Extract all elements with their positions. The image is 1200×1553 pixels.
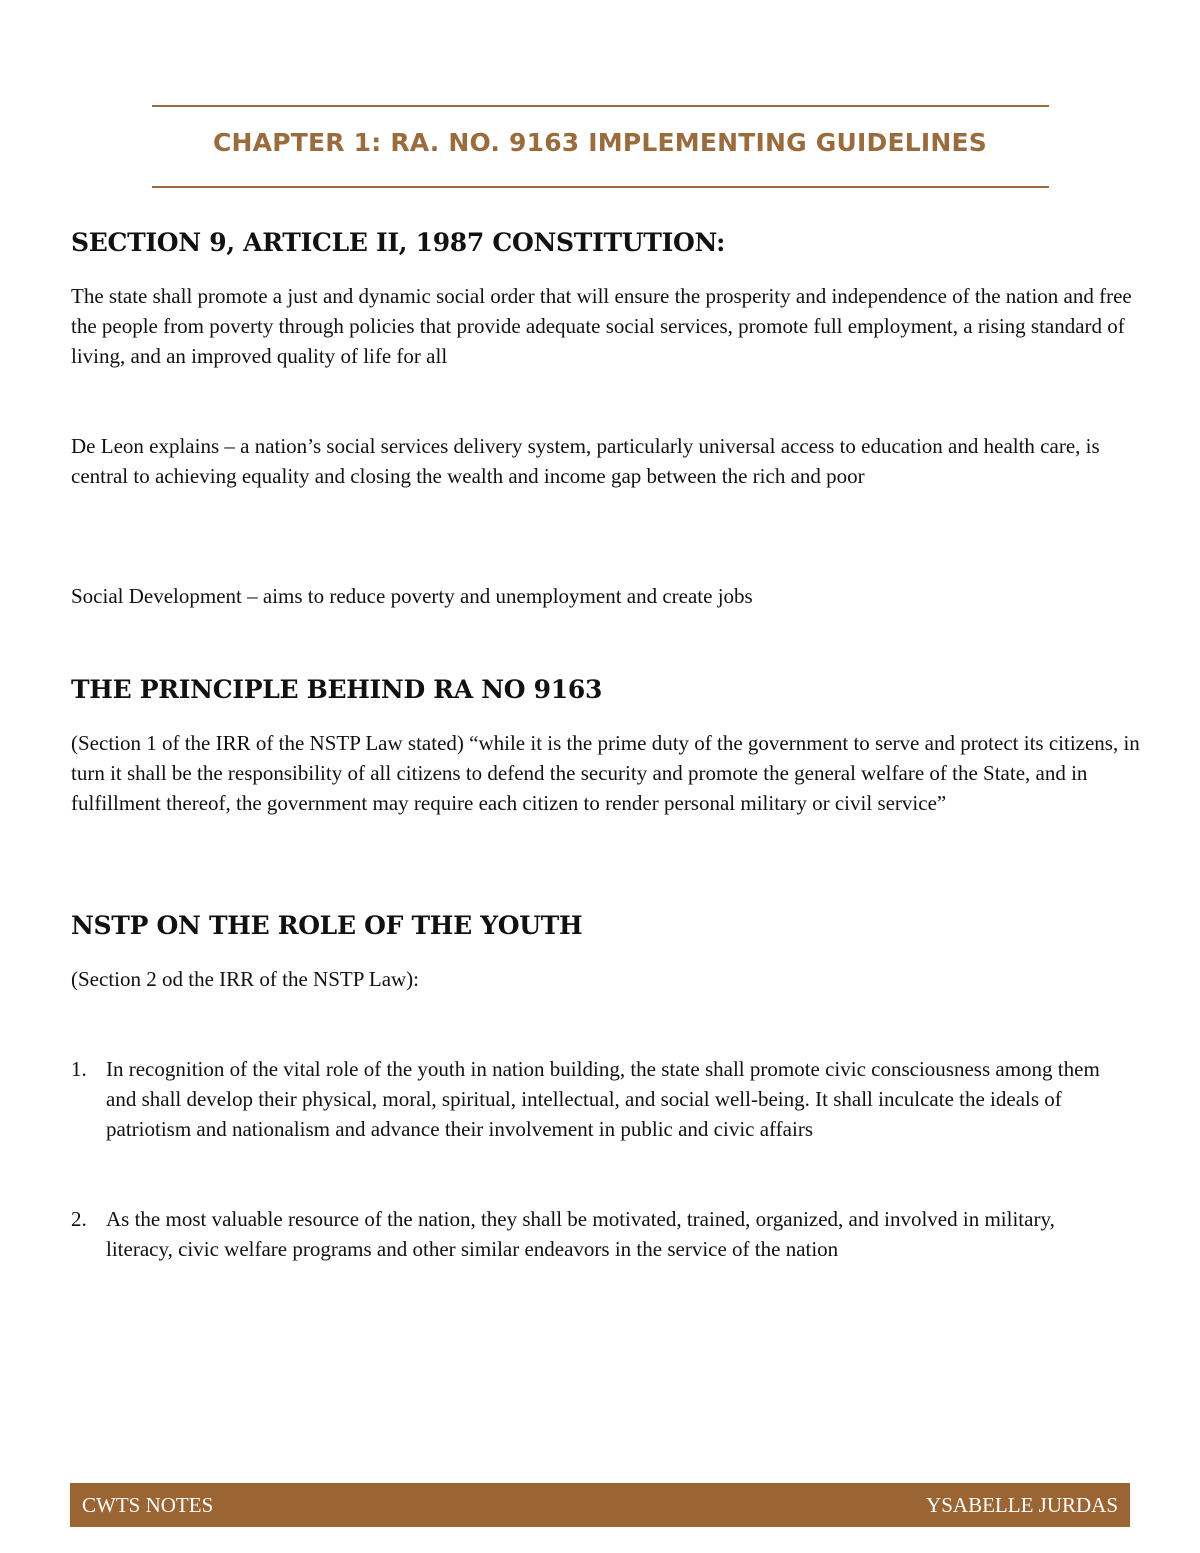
list-item: In recognition of the vital role of the youth in nation building, the state shall promote civic consciousness among them and shall develop their physical, moral, spiritual, intellectual, and social well-being. It shall inculcate the ideals of patriotism and nationalism and advance their involvement in public and civic affairs bbox=[106, 1057, 1100, 1141]
footer-left-label: CWTS NOTES bbox=[82, 1493, 214, 1517]
header-rule-top bbox=[152, 105, 1049, 107]
list-item-number: 1. bbox=[71, 1057, 87, 1081]
paragraph-constitution: The state shall promote a just and dynamic social order that will ensure the prosperity and independence of the nation and free the people from poverty through policies that provide adequate social services, promote full employment, a rising standard of living, and an improved quality of life for all bbox=[71, 284, 1132, 368]
page-footer bbox=[70, 1483, 1130, 1527]
paragraph-de-leon: De Leon explains – a nation’s social services delivery system, particularly universal access to education and health care, is central to achieving equality and closing the wealth and income gap between the rich and poor bbox=[71, 434, 1100, 488]
paragraph-social-development: Social Development – aims to reduce poverty and unemployment and create jobs bbox=[71, 584, 753, 608]
paragraph-youth-intro: (Section 2 od the IRR of the NSTP Law): bbox=[71, 967, 420, 991]
footer-author: YSABELLE JURDAS bbox=[926, 1493, 1118, 1517]
section-heading-youth: NSTP ON THE ROLE OF THE YOUTH bbox=[71, 911, 583, 940]
header-rule-bottom bbox=[152, 186, 1049, 188]
paragraph-principle: (Section 1 of the IRR of the NSTP Law stated) “while it is the prime duty of the government to serve and protect its citizens, in turn it shall be the responsibility of all citizens to defend the security and promote the general welfare of the State, and in fulfillment thereof, the government may require each citizen to render personal military or civil service” bbox=[71, 731, 1140, 815]
section-heading-principle: THE PRINCIPLE BEHIND RA NO 9163 bbox=[71, 675, 603, 704]
list-item-number: 2. bbox=[71, 1207, 87, 1231]
list-item: As the most valuable resource of the nation, they shall be motivated, trained, organized, and involved in military, literacy, civic welfare programs and other similar endeavors in the service of the nation bbox=[106, 1207, 1055, 1261]
section-heading-constitution: SECTION 9, ARTICLE II, 1987 CONSTITUTION: bbox=[71, 228, 726, 257]
chapter-title: CHAPTER 1: RA. NO. 9163 IMPLEMENTING GUIDELINES bbox=[213, 128, 987, 157]
